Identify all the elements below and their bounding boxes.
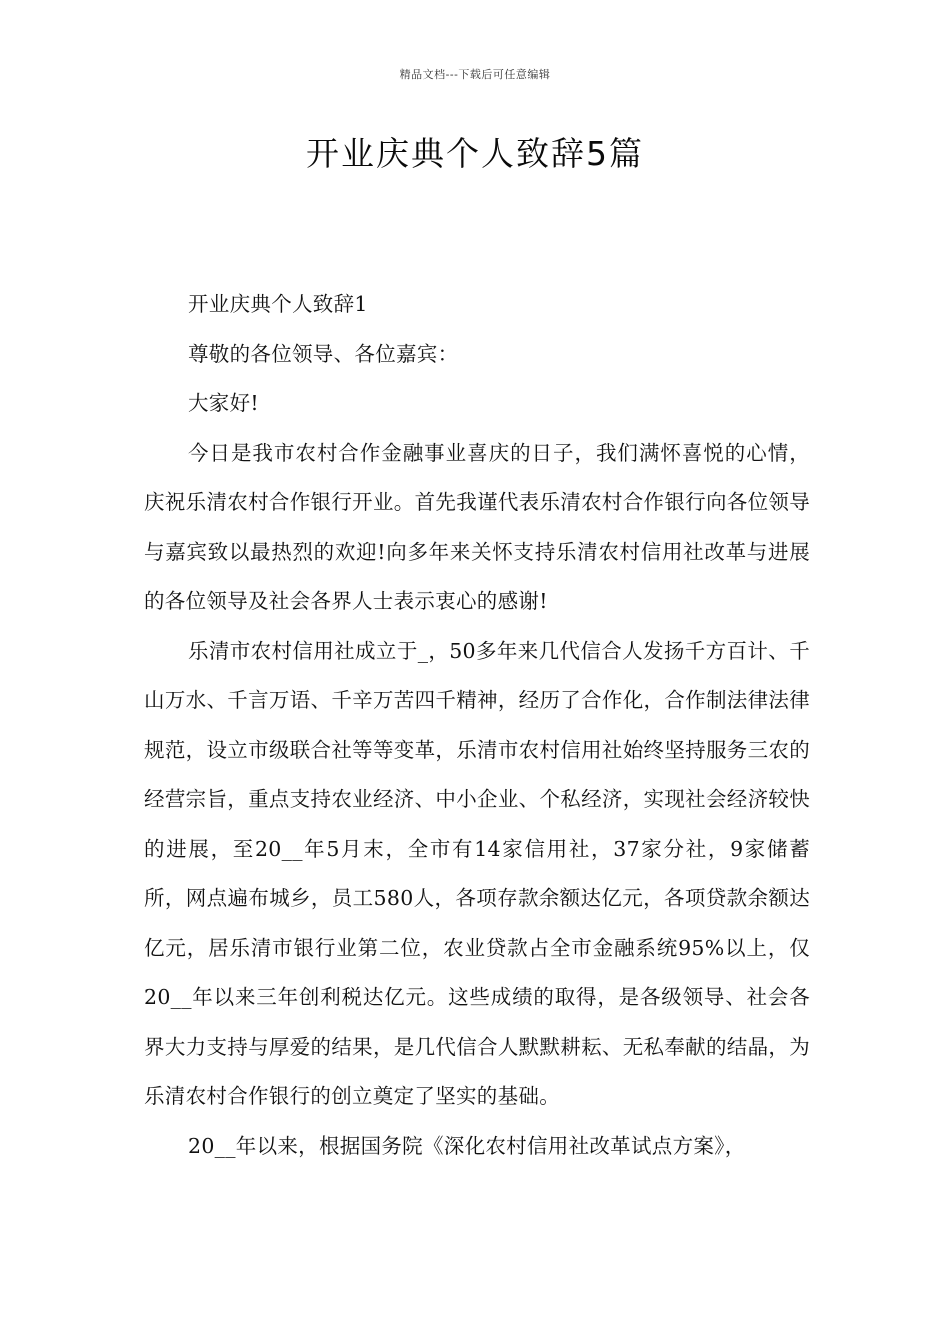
paragraph-reform: 20__年以来，根据国务院《深化农村信用社改革试点方案》， xyxy=(188,1133,746,1158)
header-note: 精品文档---下载后可任意编辑 xyxy=(399,68,551,81)
paragraph-history: 乐清市农村信用社成立于_，50多年来几代信合人发扬千方百计、千山万水、千言万语、千辛万苦四千精神，经历了合作化，合作制法律法律规范，设立市级联合社等等变革，乐清市农村信用社始终坚持服务三农的经营宗旨，重点支持农业经济、中小企业、个私经济，实现社会经济较快的进展，至20__年5月末，全市有14家信用社，37家分社，9家储蓄所，网点遍布城乡，员工580人，各项存款余额达亿元，各项贷款余额达亿元，居乐清市银行业第二位，农业贷款占全市金融系统95%以上，仅20__年以来三年创利税达亿元。这些成绩的取得，是各级领导、社会各界大力支持与厚爱的结果，是几代信合人默默耕耘、无私奉献的结晶，为乐清农村合作银行的创立奠定了坚实的基础。 xyxy=(144,638,810,1108)
paragraph-opening: 今日是我市农村合作金融事业喜庆的日子，我们满怀喜悦的心情，庆祝乐清农村合作银行开业。首先我谨代表乐清农村合作银行向各位领导与嘉宾致以最热烈的欢迎!向多年来关怀支持乐清农村信用社改革与进展的各位领导及社会各界人士表示衷心的感谢! xyxy=(144,440,810,613)
speech-heading: 开业庆典个人致辞1 xyxy=(188,292,368,316)
greeting: 大家好! xyxy=(188,391,259,415)
document-body xyxy=(144,280,810,1171)
document-title: 开业庆典个人致辞5篇 xyxy=(306,134,644,173)
salutation: 尊敬的各位领导、各位嘉宾： xyxy=(188,341,459,366)
